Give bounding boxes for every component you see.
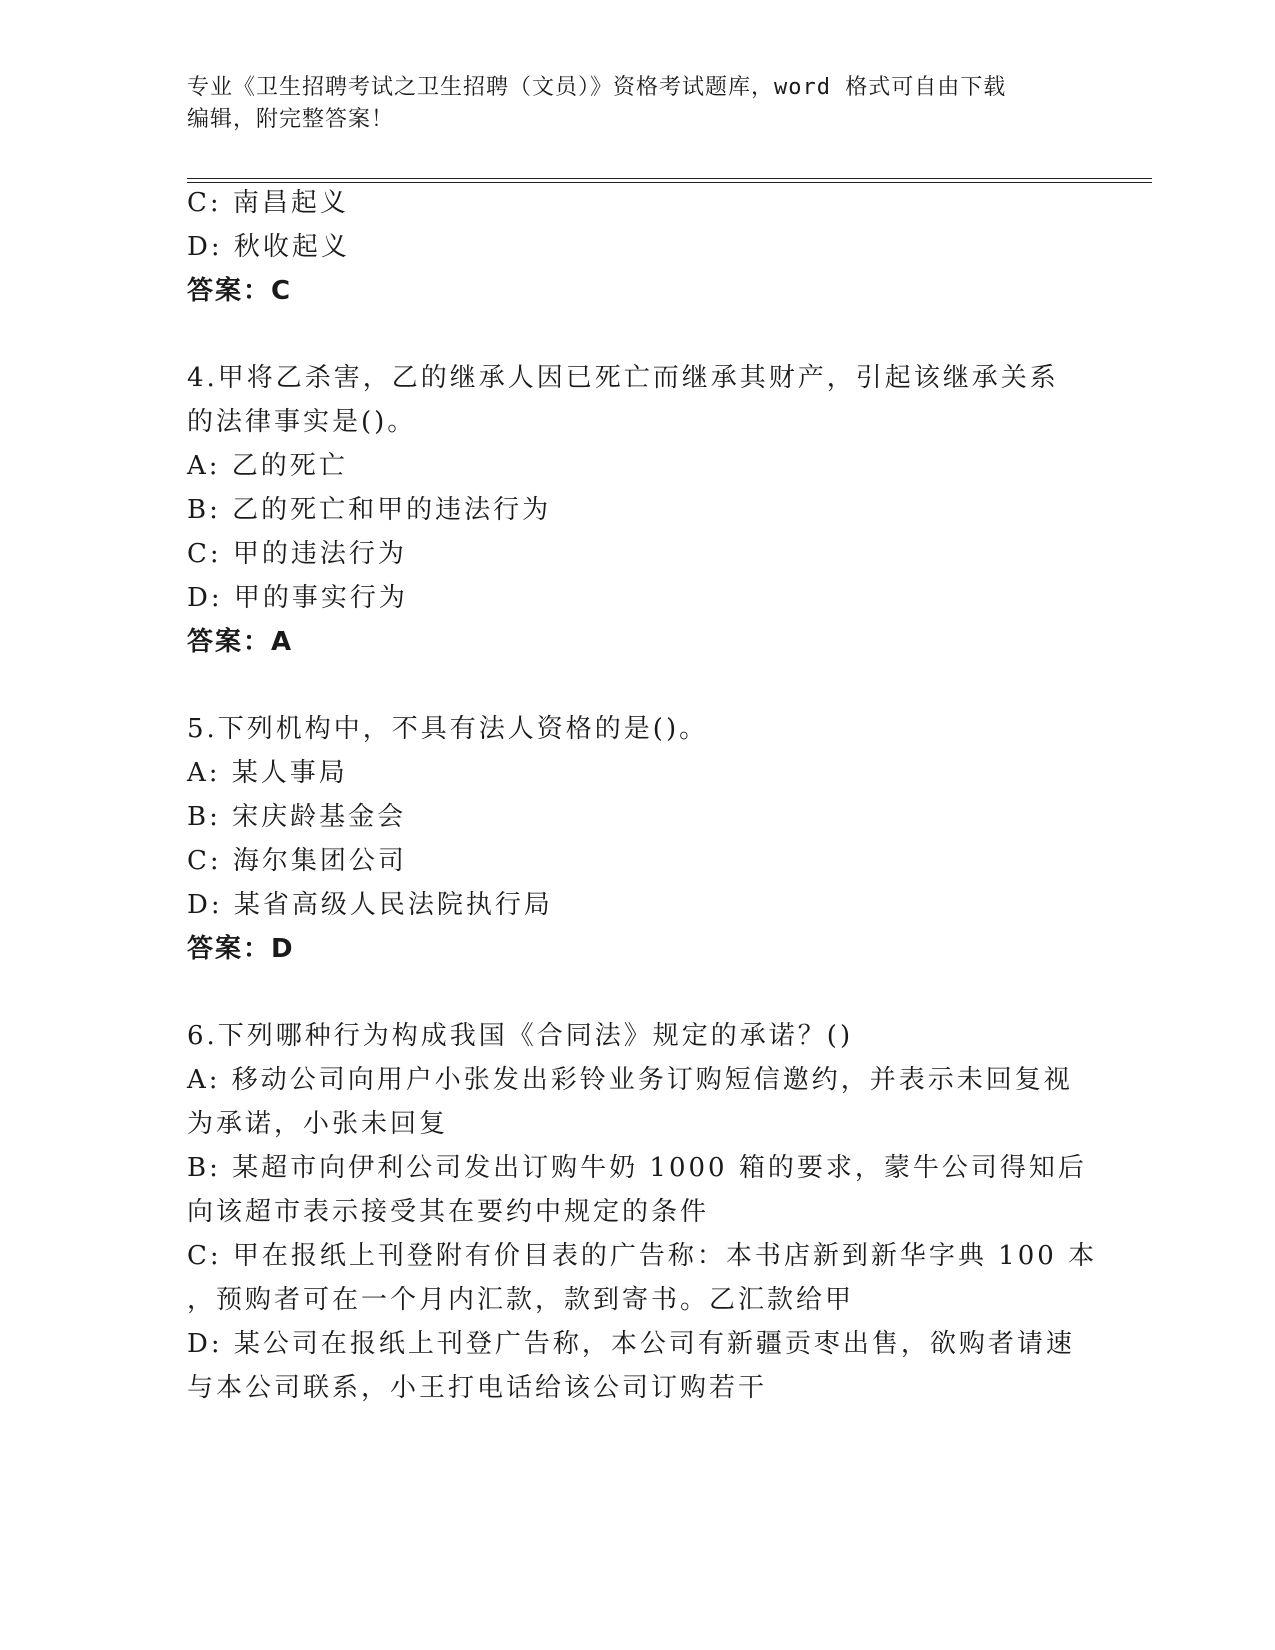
q6-option-c-line-1: C: 甲在报纸上刊登附有价目表的广告称：本书店新到新华字典 100 本 xyxy=(187,1241,1098,1271)
prev-answer: 答案：C xyxy=(187,276,293,306)
header-divider-bottom xyxy=(187,182,1152,183)
q4-option-a: A: 乙的死亡 xyxy=(187,451,348,481)
q4-stem-line-2: 的法律事实是()。 xyxy=(187,407,417,437)
q6-option-d-line-2: 与本公司联系，小王打电话给该公司订购若干 xyxy=(187,1373,768,1403)
header-line-2: 编辑，附完整答案！ xyxy=(187,107,395,132)
q4-option-c: C: 甲的违法行为 xyxy=(187,539,407,569)
q6-stem: 6.下列哪种行为构成我国《合同法》规定的承诺？() xyxy=(187,1021,854,1051)
q6-option-b-line-2: 向该超市表示接受其在要约中规定的条件 xyxy=(187,1197,710,1227)
q6-option-d-line-1: D: 某公司在报纸上刊登广告称，本公司有新疆贡枣出售，欲购者请速 xyxy=(187,1329,1075,1359)
header-line-1: 专业《卫生招聘考试之卫生招聘（文员）》资格考试题库，word 格式可自由下载 xyxy=(187,75,1007,100)
q4-answer: 答案：A xyxy=(187,627,294,657)
q5-answer: 答案：D xyxy=(187,934,295,964)
q5-option-c: C: 海尔集团公司 xyxy=(187,846,407,876)
q6-option-c-line-2: ，预购者可在一个月内汇款，款到寄书。乙汇款给甲 xyxy=(187,1285,855,1315)
q6-option-b-line-1: B: 某超市向伊利公司发出订购牛奶 1000 箱的要求，蒙牛公司得知后 xyxy=(187,1153,1087,1183)
prev-option-d: D: 秋收起义 xyxy=(187,232,350,262)
header-divider-top xyxy=(187,178,1152,179)
q4-option-b: B: 乙的死亡和甲的违法行为 xyxy=(187,495,552,525)
q5-option-a: A: 某人事局 xyxy=(187,758,348,788)
q5-option-d: D: 某省高级人民法院执行局 xyxy=(187,890,553,920)
prev-option-c: C: 南昌起义 xyxy=(187,188,349,218)
q5-stem: 5.下列机构中，不具有法人资格的是()。 xyxy=(187,714,709,744)
q6-option-a-line-2: 为承诺，小张未回复 xyxy=(187,1109,449,1139)
q4-stem-line-1: 4.甲将乙杀害，乙的继承人因已死亡而继承其财产，引起该继承关系 xyxy=(187,363,1059,393)
q6-option-a-line-1: A: 移动公司向用户小张发出彩铃业务订购短信邀约，并表示未回复视 xyxy=(187,1065,1073,1095)
q5-option-b: B: 宋庆龄基金会 xyxy=(187,802,407,832)
q4-option-d: D: 甲的事实行为 xyxy=(187,583,408,613)
document-header xyxy=(187,72,1067,136)
